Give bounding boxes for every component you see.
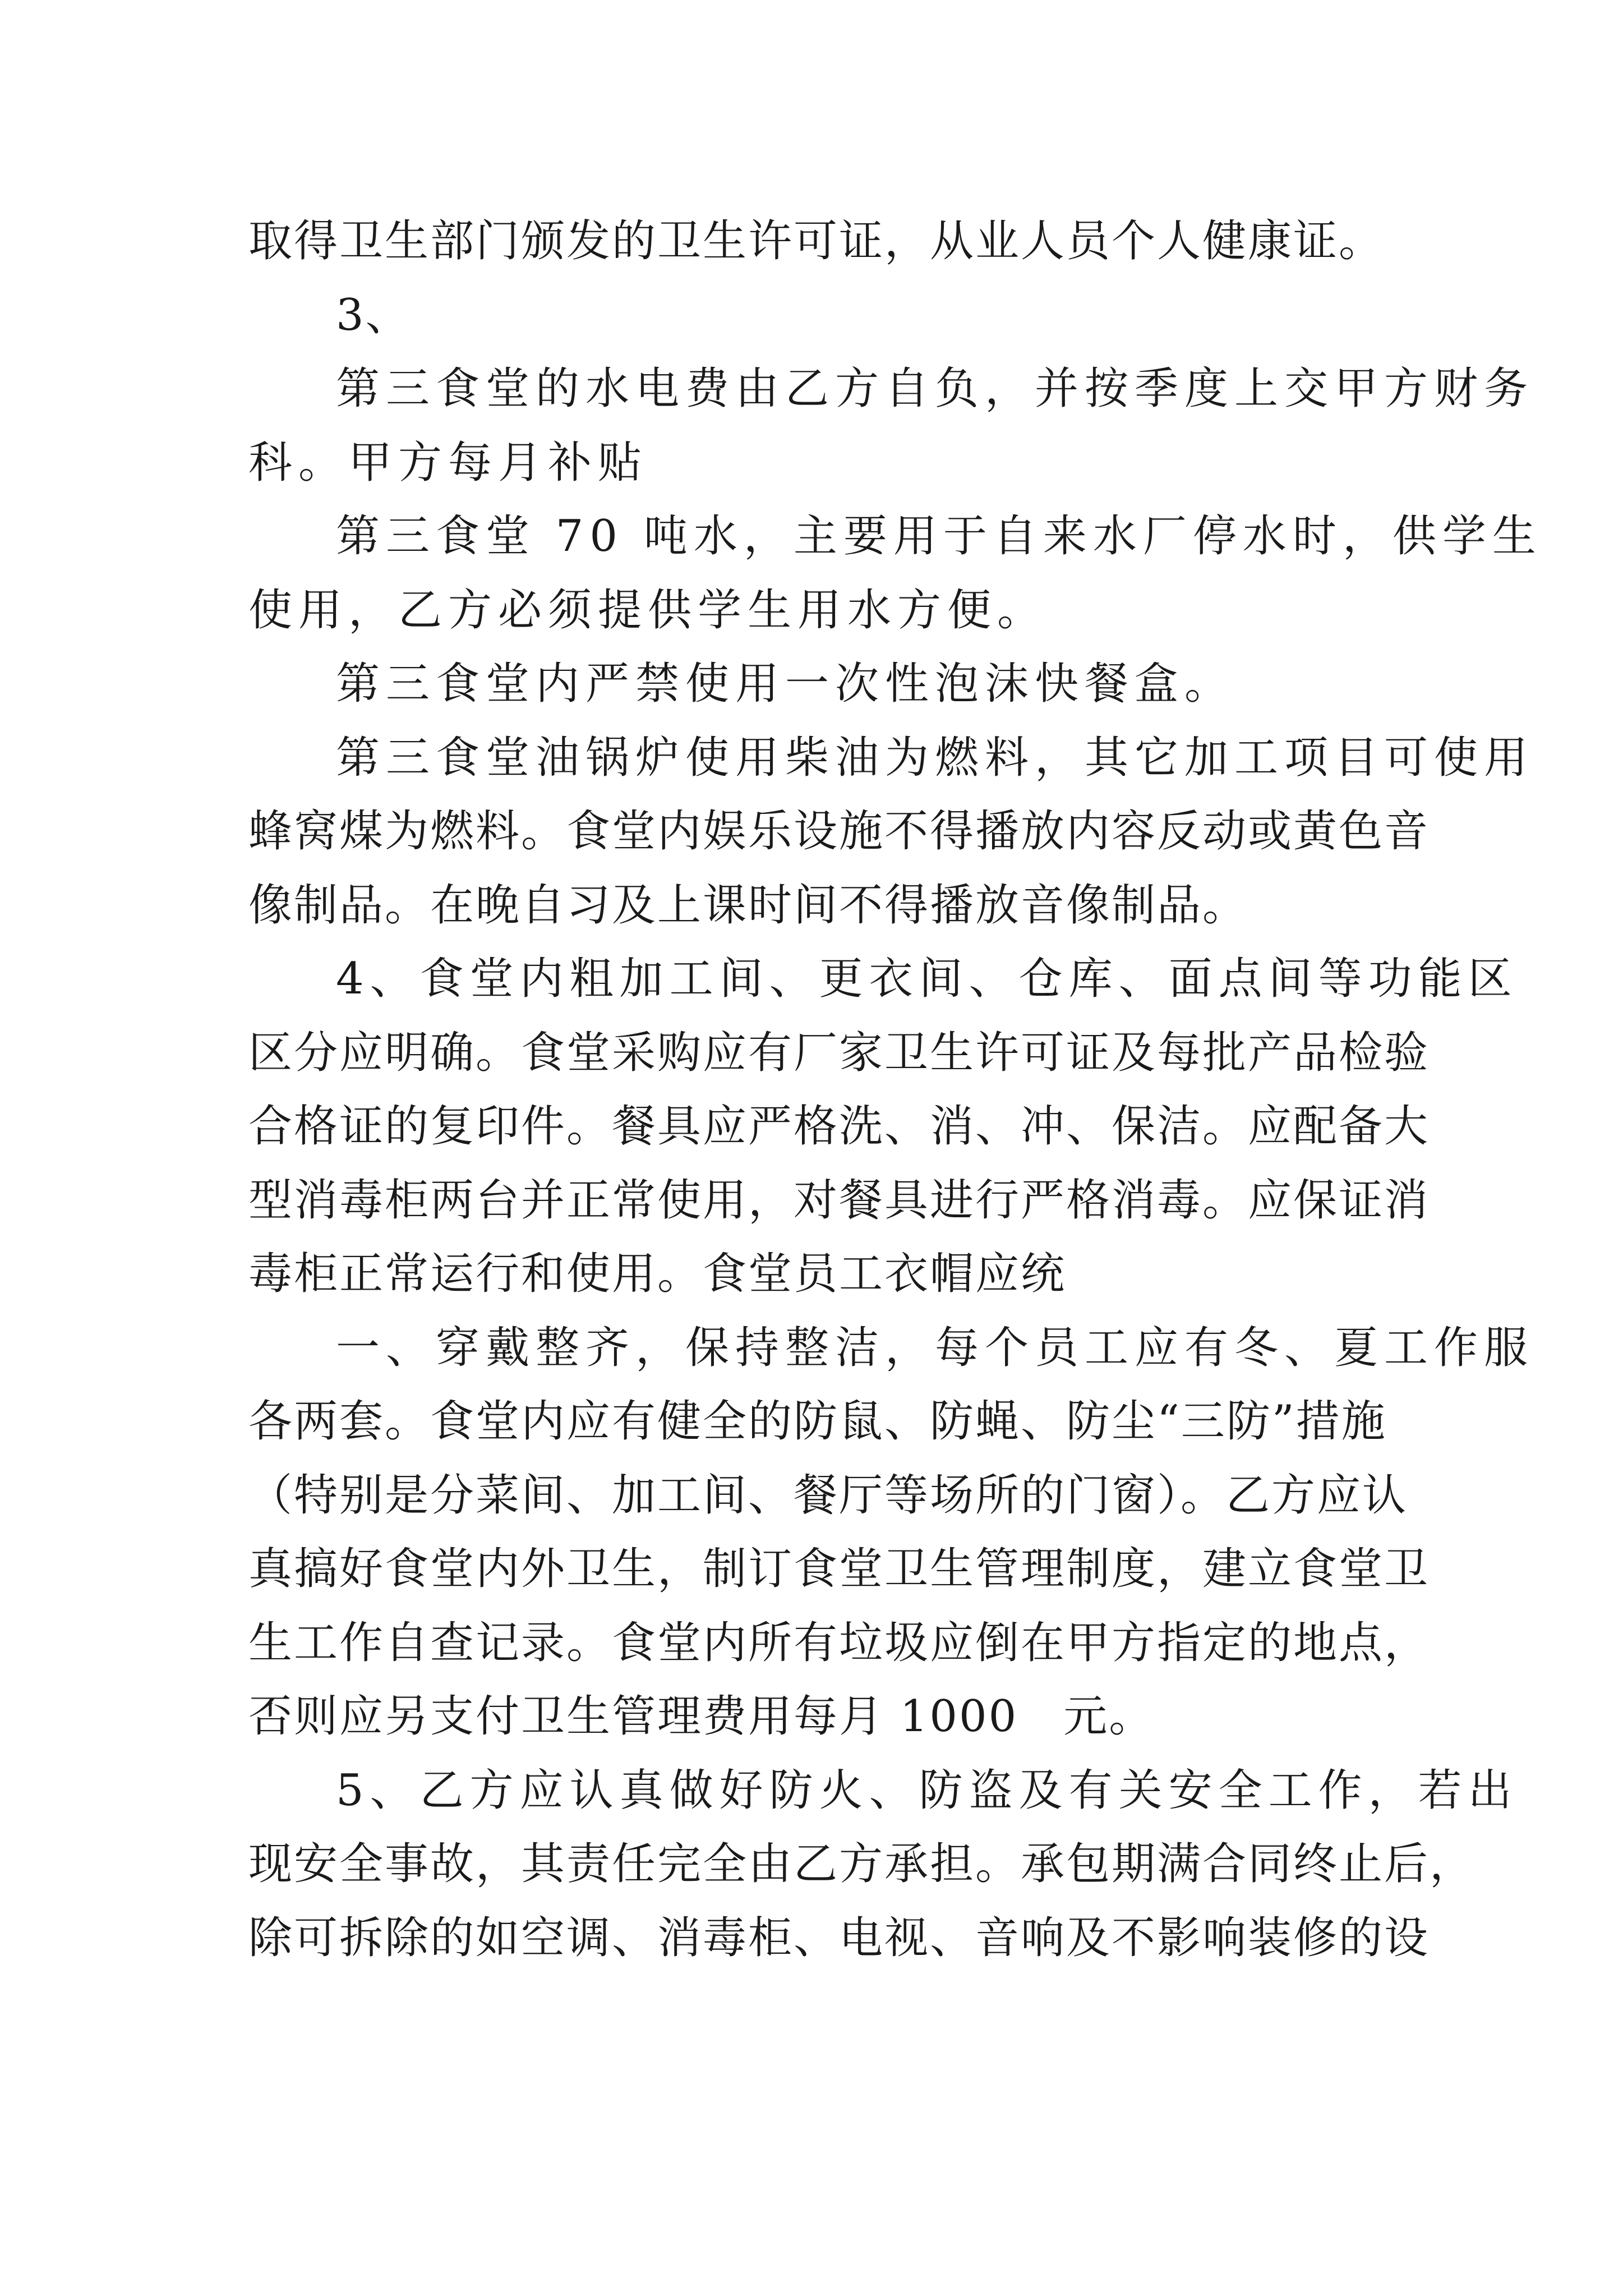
text-line: （特别是分菜间、加工间、餐厅等场所的门窗）。乙方应认: [248, 1470, 1408, 1521]
text-line: 现安全事故，其责任完全由乙方承担。承包期满合同终止后，: [248, 1839, 1476, 1889]
text-line: 5、乙方应认真做好防火、防盗及有关安全工作，若出: [336, 1765, 1518, 1816]
text-line: 像制品。在晚自习及上课时间不得播放音像制品。: [248, 880, 1248, 931]
text-line: 蜂窝煤为燃料。食堂内娱乐设施不得播放内容反动或黄色音: [248, 806, 1430, 857]
text-line: 第三食堂 70 吨水，主要用于自来水厂停水时，供学生: [336, 511, 1542, 562]
text-line: 否则应另支付卫生管理费用每月 1000 元。: [248, 1691, 1155, 1742]
text-line: 生工作自查记录。食堂内所有垃圾应倒在甲方指定的地点，: [248, 1617, 1430, 1668]
text-line: 真搞好食堂内外卫生，制订食堂卫生管理制度，建立食堂卫: [248, 1544, 1430, 1594]
text-line: 型消毒柜两台并正常使用，对餐具进行严格消毒。应保证消: [248, 1175, 1430, 1226]
text-line: 科。甲方每月补贴: [248, 437, 648, 488]
text-line: 各两套。食堂内应有健全的防鼠、防蝇、防尘“三防”措施: [248, 1396, 1387, 1447]
text-line: 除可拆除的如空调、消毒柜、电视、音响及不影响装修的设: [248, 1912, 1430, 1963]
text-line: 使用，乙方必须提供学生用水方便。: [248, 585, 1048, 636]
text-line: 一、穿戴整齐，保持整洁，每个员工应有冬、夏工作服: [336, 1322, 1534, 1373]
text-line: 第三食堂内严禁使用一次性泡沫快餐盒。: [336, 659, 1235, 709]
document-body: [248, 205, 1542, 1975]
text-line: 3、: [336, 289, 411, 341]
text-line: 第三食堂的水电费由乙方自负，并按季度上交甲方财务: [336, 364, 1534, 414]
text-line: 取得卫生部门颁发的卫生许可证，从业人员个人健康证。: [248, 216, 1385, 266]
text-line: 毒柜正常运行和使用。食堂员工衣帽应统: [248, 1249, 1067, 1299]
text-line: 区分应明确。食堂采购应有厂家卫生许可证及每批产品检验: [248, 1027, 1430, 1078]
text-line: 合格证的复印件。餐具应严格洗、消、冲、保洁。应配备大: [248, 1101, 1430, 1152]
text-line: 4、食堂内粗加工间、更衣间、仓库、面点间等功能区: [336, 954, 1518, 1004]
text-line: 第三食堂油锅炉使用柴油为燃料，其它加工项目可使用: [336, 732, 1534, 783]
